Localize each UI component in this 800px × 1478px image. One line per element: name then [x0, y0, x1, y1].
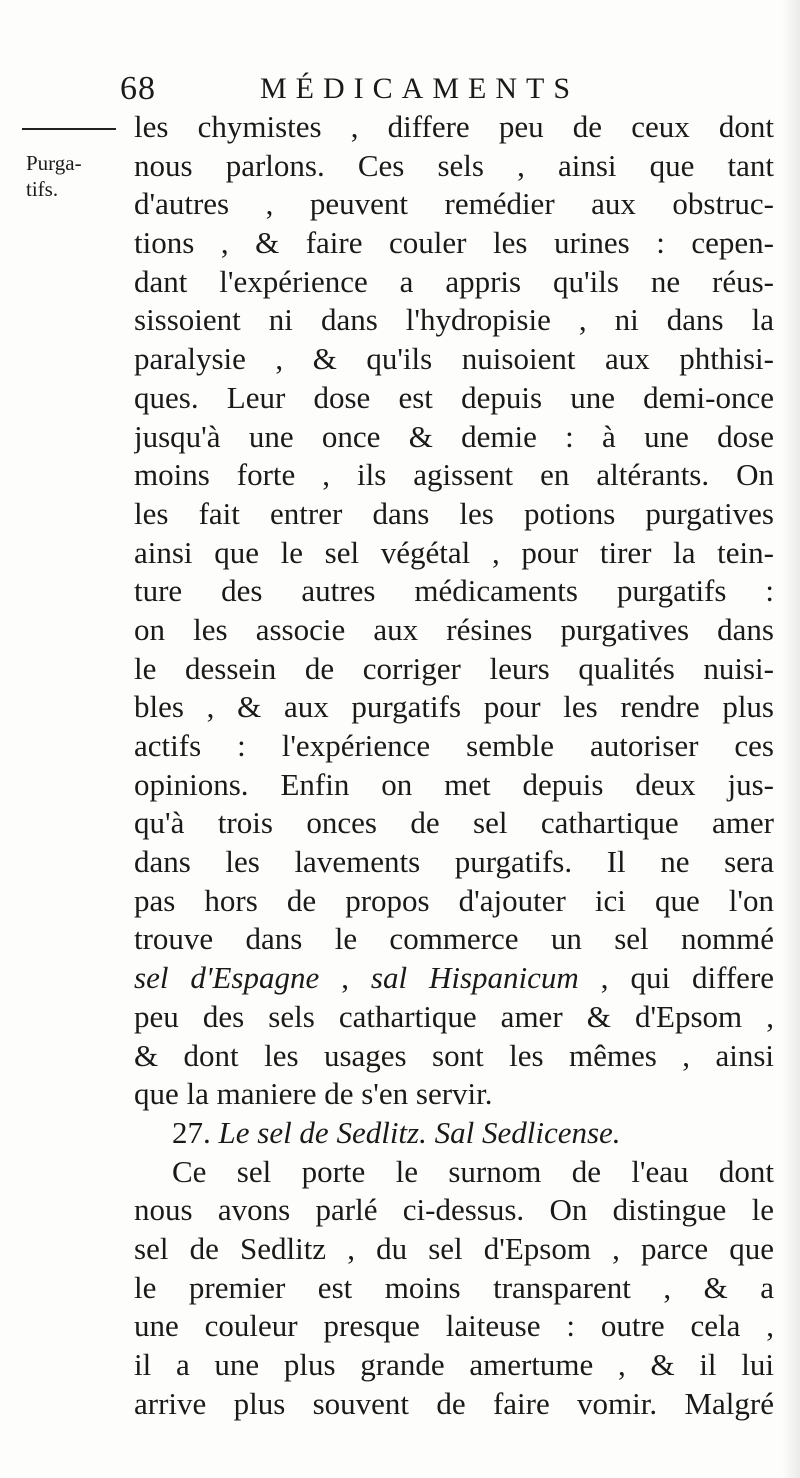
margin-note-line: tifs. — [26, 177, 59, 201]
text-line: dans les lavements purgatifs. Il ne sera — [134, 844, 774, 880]
running-title: MÉDICAMENTS — [260, 72, 580, 105]
text-line: les chymistes , differe peu de ceux dont — [134, 109, 774, 144]
italic-term: sel d'Espagne — [134, 960, 320, 996]
text-line: moins forte , ils agissent en altérants. On — [134, 457, 774, 493]
text-line: que la maniere de s'en servir. — [134, 1076, 493, 1112]
text-line: pas hors de propos d'ajouter ici que l'on — [134, 882, 774, 918]
page-number: 68 — [120, 70, 156, 107]
text-line: actifs : l'expérience semble autoriser ces — [134, 728, 774, 763]
text-line: arrive plus souvent de faire vomir. Malgré — [134, 1385, 774, 1421]
body-text — [134, 108, 774, 1423]
text-line: dant l'expérience a appris qu'ils ne réus- — [134, 263, 774, 299]
text-line: ainsi que le sel végétal , pour tirer la tein- — [134, 534, 774, 570]
italic-term: sal Hispanicum — [370, 960, 579, 996]
text-fragment: , qui differe — [578, 960, 774, 996]
text-line: sissoient ni dans l'hydropisie , ni dans la — [134, 302, 774, 338]
section-heading — [134, 1114, 774, 1153]
text-line-mixed — [134, 959, 774, 998]
margin-note-line: Purga- — [26, 151, 82, 175]
text-line: nous avons parlé ci-dessus. On distingue le — [134, 1192, 774, 1228]
separator: , — [319, 960, 371, 996]
section-number: 27. — [172, 1114, 211, 1150]
text-line: nous parlons. Ces sels , ainsi que tant — [134, 147, 774, 183]
text-line: les fait entrer dans les potions purgatives — [134, 495, 774, 531]
margin-rule — [22, 128, 116, 130]
text-line: paralysie , & qu'ils nuisoient aux phthisi- — [134, 341, 774, 377]
text-line: & dont les usages sont les mêmes , ainsi — [134, 1037, 774, 1073]
text-line: le premier est moins transparent , & a — [134, 1269, 774, 1305]
section-title: Le sel de Sedlitz. Sal Sedlicense. — [218, 1114, 621, 1150]
margin-note — [26, 150, 82, 202]
text-line: on les associe aux résines purgatives dans — [134, 611, 774, 647]
text-line: Ce sel porte le surnom de l'eau dont — [172, 1153, 774, 1189]
text-line: le dessein de corriger leurs qualités nuisi- — [134, 650, 774, 686]
text-line: opinions. Enfin on met depuis deux jus- — [134, 766, 774, 802]
text-line: ture des autres médicaments purgatifs : — [134, 573, 774, 609]
text-line: peu des sels cathartique amer & d'Epsom , — [134, 998, 774, 1034]
text-line: qu'à trois onces de sel cathartique amer — [134, 805, 774, 841]
text-line: une couleur presque laiteuse : outre cela , — [134, 1308, 774, 1344]
text-line: ques. Leur dose est depuis une demi-once — [134, 379, 774, 415]
text-line: tions , & faire couler les urines : cepen- — [134, 225, 774, 261]
text-line: d'autres , peuvent remédier aux obstruc- — [134, 186, 774, 222]
text-line: sel de Sedlitz , du sel d'Epsom , parce que — [134, 1230, 774, 1266]
text-line: il a une plus grande amertume , & il lui — [134, 1347, 774, 1382]
text-line: jusqu'à une once & demie : à une dose — [134, 418, 774, 454]
text-line: bles , & aux purgatifs pour les rendre plus — [134, 689, 774, 725]
text-line: trouve dans le commerce un sel nommé — [134, 921, 774, 957]
